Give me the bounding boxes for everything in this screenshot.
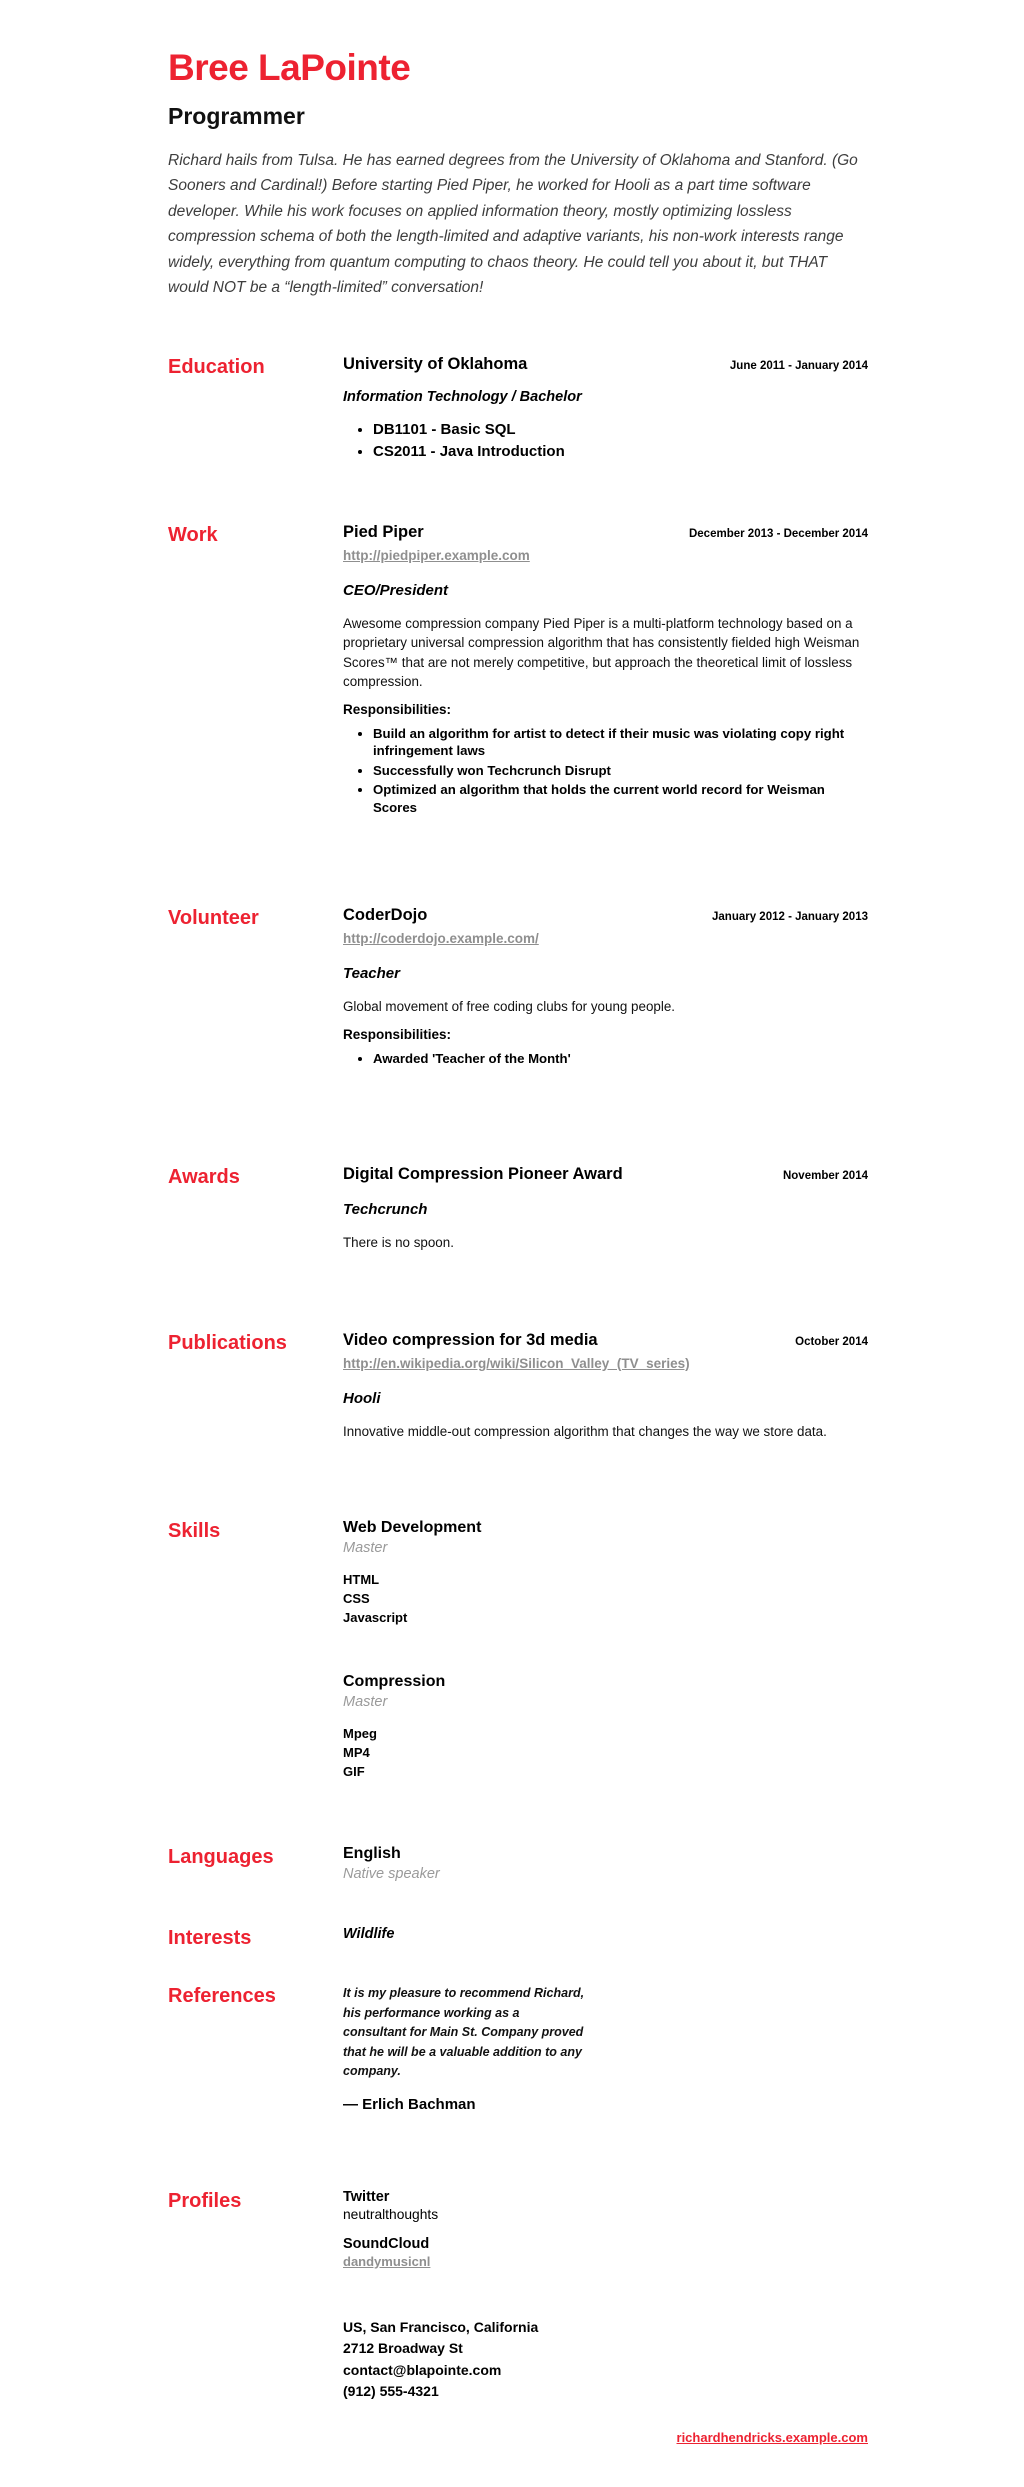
education-course: • DB1101 - Basic SQL: [373, 419, 868, 441]
skill-name: Web Development: [343, 1519, 482, 1537]
contact-email: contact@blapointe.com: [343, 2361, 502, 2378]
skill-keyword: GIF: [343, 1764, 365, 1780]
skill-level: Master: [343, 1540, 388, 1557]
education-item-header: [343, 355, 868, 374]
person-name: Bree LaPointe: [168, 47, 411, 88]
section-work-left: [168, 523, 343, 547]
education-institution: University of Oklahoma: [343, 354, 528, 373]
award-awarder: Techcrunch: [343, 1201, 428, 1219]
work-item-header: [343, 523, 868, 542]
work-highlight: • Optimized an algorithm that holds the current world record for Weisman Scores: [373, 781, 853, 816]
skill-keyword: Mpeg: [343, 1726, 377, 1742]
section-awards: [168, 1165, 868, 1253]
section-volunteer-left: [168, 906, 343, 930]
skill-keyword: MP4: [343, 1745, 370, 1761]
skill-keyword: CSS: [343, 1591, 370, 1607]
section-references-content: [343, 1984, 868, 2113]
skill-block-web-development: [343, 1519, 868, 1627]
education-date: June 2011 - January 2014: [729, 359, 868, 372]
skill-block-compression: [343, 1673, 868, 1781]
volunteer-url-row: [343, 930, 868, 948]
awards-heading: Awards: [168, 1166, 240, 1189]
profile-username: neutralthoughts: [343, 2206, 439, 2222]
references-heading: References: [168, 1985, 276, 2008]
section-publications-content: [343, 1331, 868, 1442]
section-skills-content: [343, 1519, 868, 1781]
award-date: November 2014: [782, 1170, 868, 1183]
contact-street: 2712 Broadway St: [343, 2340, 463, 2357]
section-references: [168, 1984, 868, 2113]
profile-soundcloud: [343, 2236, 868, 2269]
volunteer-summary: Global movement of free coding clubs for young people.: [343, 999, 675, 1015]
skill-keywords-list: [343, 1724, 868, 1781]
contact-address-block: [343, 2317, 868, 2403]
work-highlight: • Build an algorithm for artist to detect if their music was violating copy right infringement laws: [373, 725, 853, 760]
profile-username-row: [343, 2254, 868, 2269]
education-study: Information Technology / Bachelor: [343, 388, 582, 405]
profiles-heading: Profiles: [168, 2189, 242, 2212]
language-name: English: [343, 1845, 401, 1863]
profile-network: Twitter: [343, 2188, 390, 2205]
interests-heading: Interests: [168, 1927, 252, 1950]
section-languages: [168, 1845, 868, 1882]
interest-name: Wildlife: [343, 1926, 395, 1943]
reference-quote: It is my pleasure to recommend Richard, his performance working as a consultant for Main St. Company proved that he will be a valuable addition to any company.: [343, 1986, 585, 2079]
publication-summary: Innovative middle-out compression algorithm that changes the way we store data.: [343, 1423, 827, 1439]
skill-name: Compression: [343, 1673, 446, 1691]
personal-website-link[interactable]: richardhendricks.example.com: [676, 2429, 868, 2445]
person-summary: Richard hails from Tulsa. He has earned degrees from the University of Oklahoma and Stanford. (Go Sooners and Cardinal!) Before starting Pied Piper, he worked for Hooli as a part time software developer. While his work focuses on applied information theory, mostly optimizing lossless compression schema of both the length-limited and adaptive variants, his non-work interests range widely, everything from quantum computing to chaos theory. He could tell you about it, but THAT would NOT be a “length-limited” conversation!: [168, 151, 858, 297]
section-publications: [168, 1331, 868, 1442]
contact-phone: (912) 555-4321: [343, 2383, 439, 2400]
publication-name: Video compression for 3d media: [343, 1330, 598, 1349]
section-volunteer-content: [343, 906, 868, 1069]
section-work: [168, 523, 868, 819]
publication-item-header: [343, 1331, 868, 1350]
section-profiles-content: [343, 2189, 868, 2269]
section-languages-left: [168, 1845, 343, 1869]
section-education-content: [343, 355, 868, 463]
volunteer-position: Teacher: [343, 965, 400, 983]
section-interests-content: [343, 1926, 868, 1942]
work-date: December 2013 - December 2014: [688, 527, 868, 540]
contact-location: US, San Francisco, California: [343, 2318, 539, 2335]
profile-username-link[interactable]: dandymusicnl: [343, 2253, 431, 2269]
profile-network: SoundCloud: [343, 2235, 430, 2252]
volunteer-highlights-list: [343, 1050, 868, 1068]
section-education-left: [168, 355, 343, 379]
volunteer-highlight: • Awarded 'Teacher of the Month': [373, 1050, 853, 1068]
publication-url-row: [343, 1355, 868, 1373]
volunteer-date: January 2012 - January 2013: [712, 911, 868, 924]
section-skills: [168, 1519, 868, 1781]
section-languages-content: [343, 1845, 868, 1882]
skill-keywords-list: [343, 1570, 868, 1627]
skill-level: Master: [343, 1694, 388, 1711]
resume-page: [168, 48, 868, 2447]
education-course: • CS2011 - Java Introduction: [373, 441, 868, 463]
award-summary: There is no spoon.: [343, 1235, 454, 1251]
languages-heading: Languages: [168, 1846, 274, 1869]
work-website-link[interactable]: http://piedpiper.example.com: [343, 547, 530, 563]
education-heading: Education: [168, 355, 265, 378]
volunteer-website-link[interactable]: http://coderdojo.example.com/: [343, 931, 539, 947]
section-profiles: [168, 2189, 868, 2269]
section-contact: [168, 2317, 868, 2403]
section-publications-left: [168, 1331, 343, 1355]
publication-website-link[interactable]: http://en.wikipedia.org/wiki/Silicon_Valley_(TV_series): [343, 1355, 690, 1371]
work-summary: Awesome compression company Pied Piper is a multi-platform technology based on a proprietary universal compression algorithm that has consistently fielded high Weisman Scores™ that are not merely competitive, but approach the theoretical limit of lossless compression.: [343, 615, 860, 690]
section-profiles-left: [168, 2189, 343, 2213]
award-title: Digital Compression Pioneer Award: [343, 1165, 623, 1184]
section-education: [168, 355, 868, 463]
awards-item-header: [343, 1165, 868, 1184]
section-awards-content: [343, 1165, 868, 1253]
publication-date: October 2014: [795, 1335, 868, 1348]
site-link-row: [168, 2429, 868, 2447]
volunteer-item-header: [343, 906, 868, 925]
language-fluency: Native speaker: [343, 1866, 440, 1883]
skills-heading: Skills: [168, 1520, 221, 1543]
section-awards-left: [168, 1165, 343, 1189]
work-position: CEO/President: [343, 581, 449, 599]
volunteer-heading: Volunteer: [168, 907, 259, 930]
work-company: Pied Piper: [343, 522, 424, 541]
profile-twitter: [343, 2189, 868, 2222]
work-highlight: • Successfully won Techcrunch Disrupt: [373, 762, 853, 780]
volunteer-responsibilities-label: Responsibilities:: [343, 1026, 452, 1042]
section-volunteer: [168, 906, 868, 1069]
work-responsibilities-label: Responsibilities:: [343, 701, 452, 717]
section-references-left: [168, 1984, 343, 2008]
education-courses-list: [343, 419, 868, 463]
section-interests-left: [168, 1926, 343, 1950]
reference-name: — Erlich Bachman: [343, 2095, 476, 2113]
person-label: Programmer: [168, 102, 305, 129]
work-heading: Work: [168, 523, 218, 546]
skill-keyword: HTML: [343, 1572, 380, 1588]
section-skills-left: [168, 1519, 343, 1543]
work-highlights-list: [343, 725, 868, 817]
section-interests: [168, 1926, 868, 1950]
publication-publisher: Hooli: [343, 1389, 381, 1407]
work-url-row: [343, 547, 868, 565]
section-work-content: [343, 523, 868, 819]
section-contact-content: [343, 2317, 868, 2403]
skill-keyword: Javascript: [343, 1610, 408, 1626]
publications-heading: Publications: [168, 1331, 287, 1354]
volunteer-organization: CoderDojo: [343, 906, 428, 925]
resume-header: [168, 48, 868, 301]
